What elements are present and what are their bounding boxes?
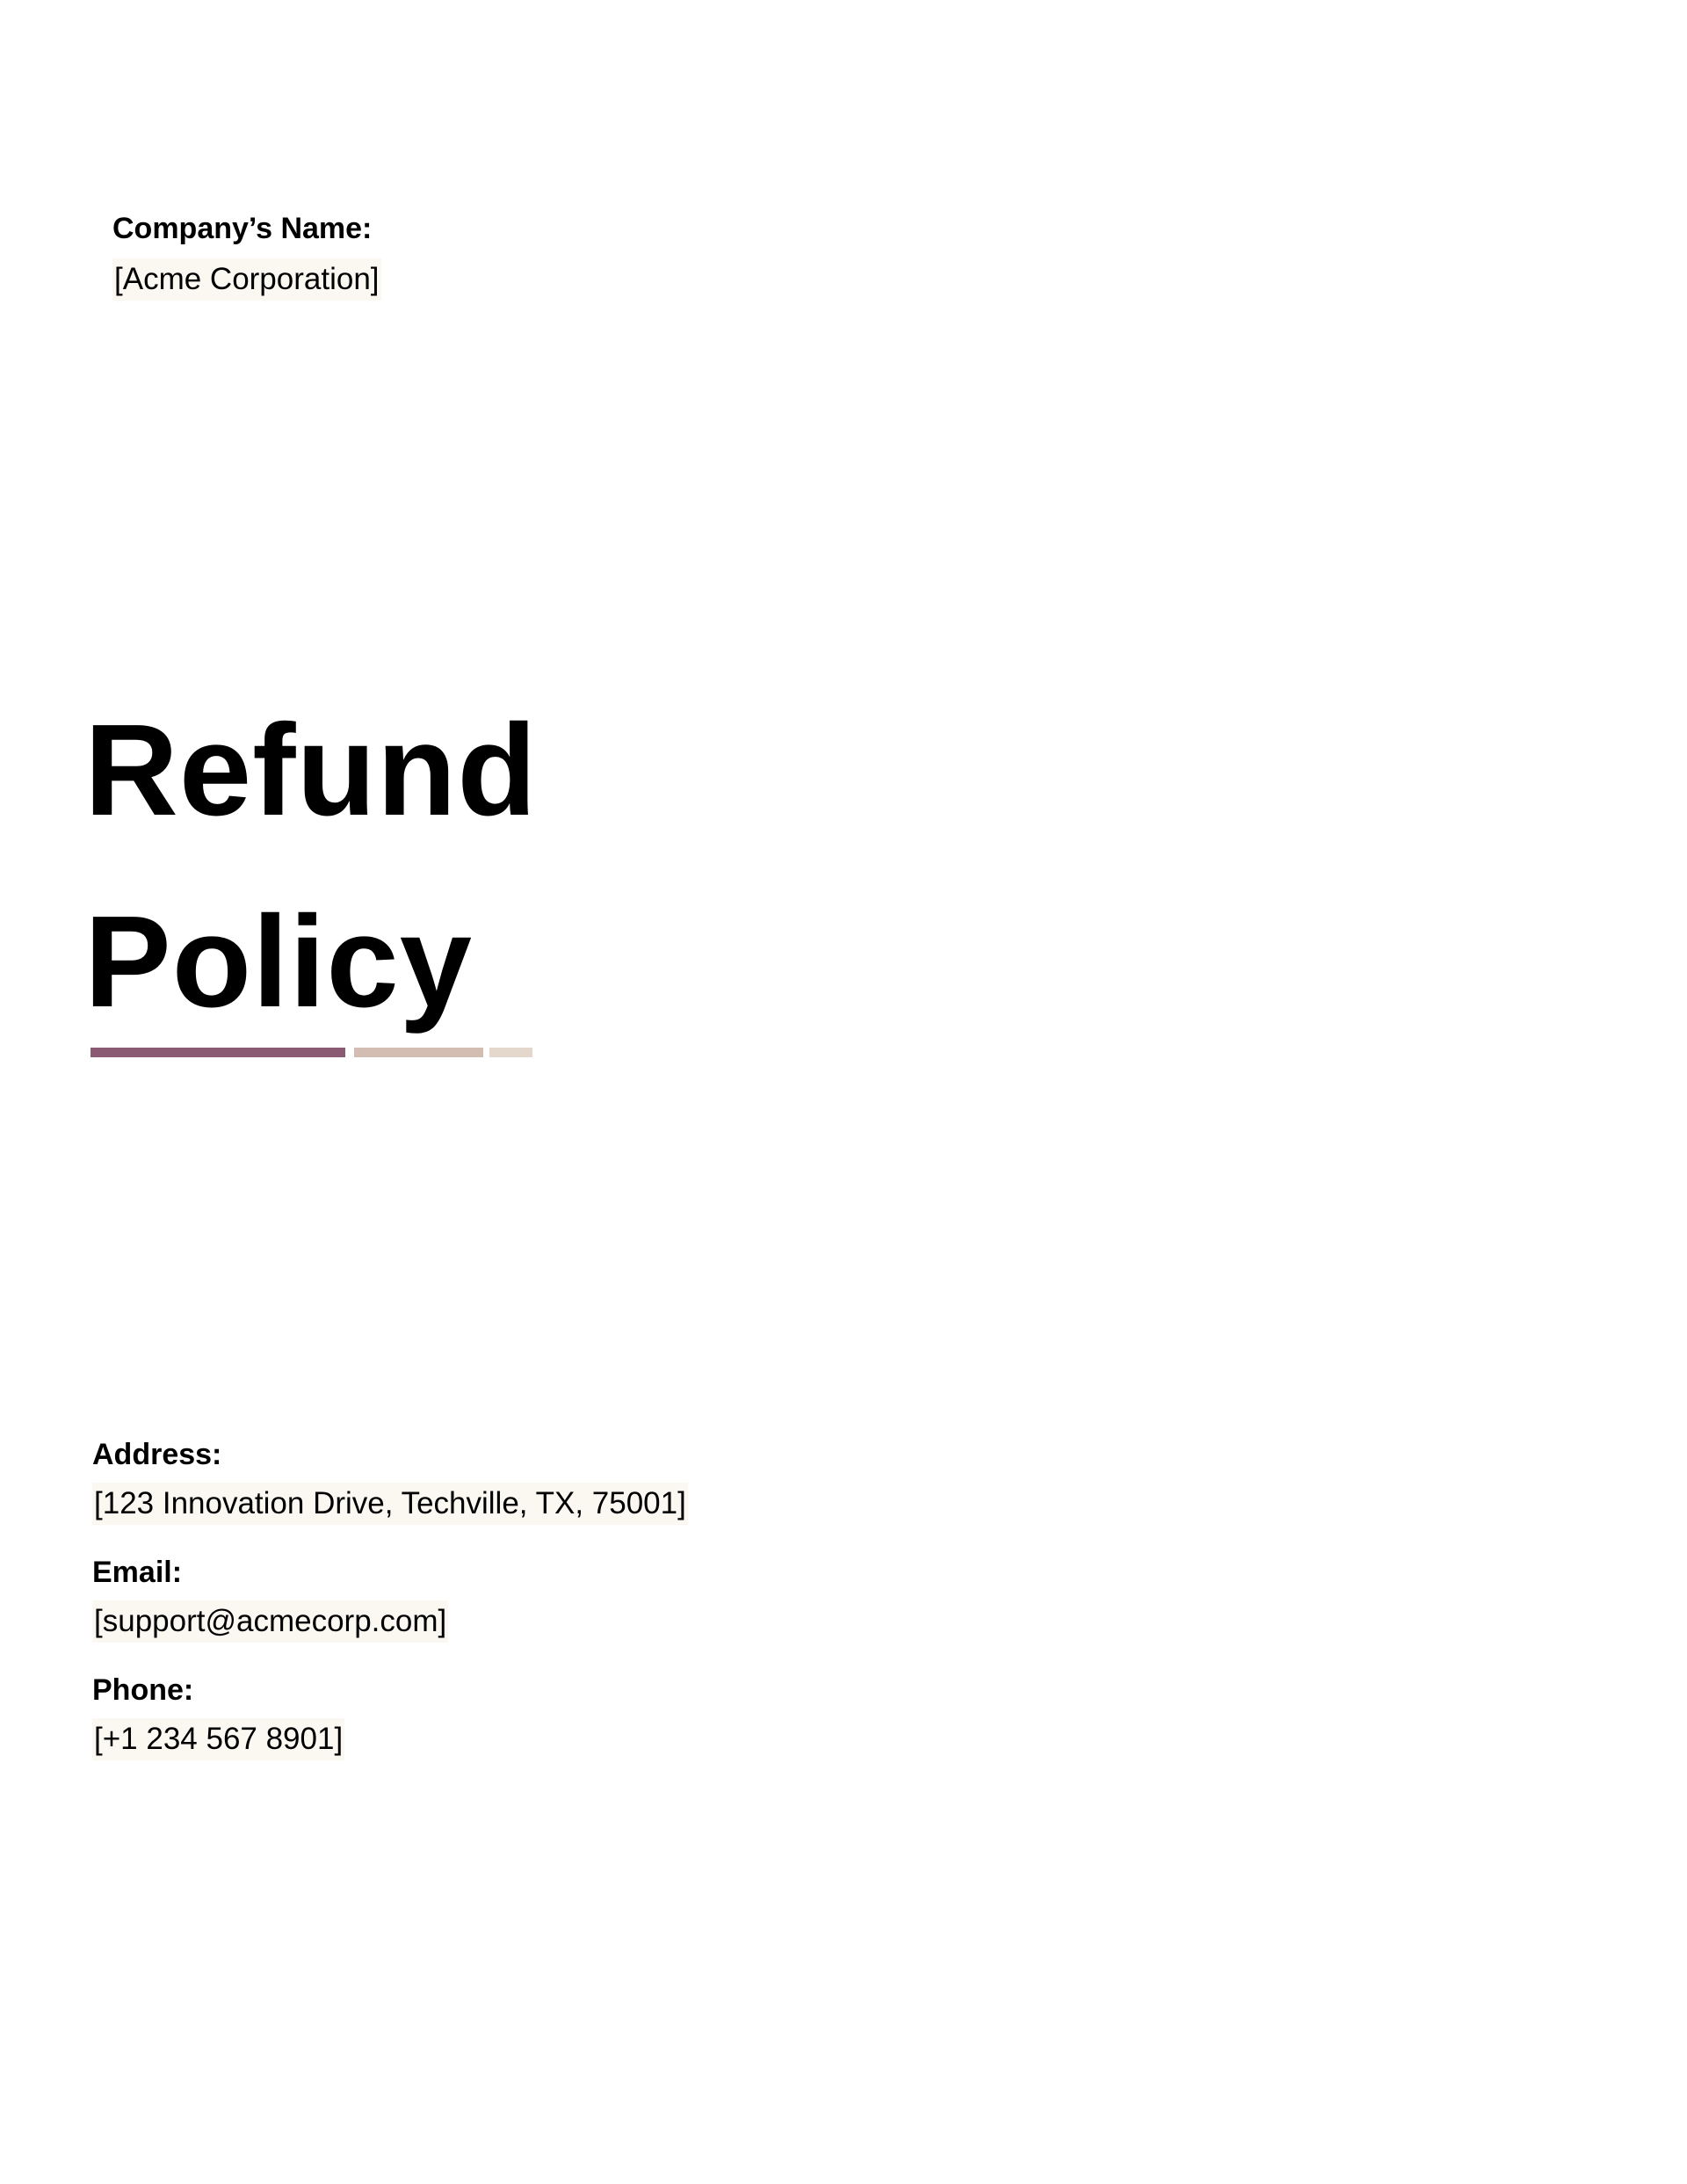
email-field[interactable]: [support@acmecorp.com]	[92, 1600, 448, 1643]
document-title	[84, 675, 538, 1058]
address-label: Address:	[92, 1438, 222, 1471]
title-line-2: Policy	[84, 889, 473, 1034]
accent-segment-tertiary	[489, 1048, 532, 1057]
phone-group	[92, 1669, 688, 1760]
email-label: Email:	[92, 1556, 183, 1589]
company-block	[112, 207, 381, 301]
company-name-field[interactable]: [Acme Corporation]	[112, 258, 381, 301]
company-name-label: Company’s Name:	[112, 212, 373, 245]
address-field[interactable]: [123 Innovation Drive, Techville, TX, 75001]	[92, 1483, 688, 1525]
address-group	[92, 1433, 688, 1525]
accent-segment-primary	[91, 1048, 345, 1057]
accent-segment-secondary	[354, 1048, 483, 1057]
contact-block	[92, 1433, 688, 1787]
title-line-1: Refund	[84, 698, 538, 843]
phone-label: Phone:	[92, 1673, 194, 1707]
email-group	[92, 1551, 688, 1643]
phone-field[interactable]: [+1 234 567 8901]	[92, 1718, 344, 1760]
